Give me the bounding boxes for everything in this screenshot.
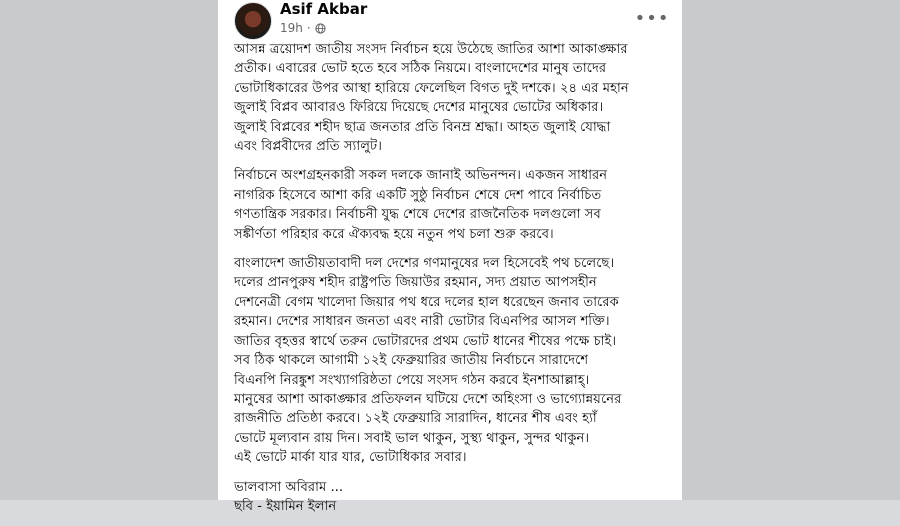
post-text-line: দেশনেত্রী বেগম খালেদা জিয়ার পথ ধরে দলের হাল ধরেছেন জনাব তারেক	[234, 294, 619, 310]
post-text-line: সব ঠিক থাকলে আগামী ১২ই ফেব্রুয়ারির জাতীয় নির্বাচনে সারাদেশে	[234, 353, 589, 369]
post-text-line: ছবি - ইয়ামিন ইলান	[234, 498, 337, 514]
post-text-line: রহমান। দেশের সাধারন জনতা এবং নারী ভোটার বিএনপির আসল শক্তি।	[234, 314, 610, 330]
post-text-line: জুলাই বিপ্লব আবারও ফিরিয়ে দিয়েছে দেশের মানুষের ভোটের অধিকার।	[234, 100, 604, 116]
ellipsis-icon[interactable]: •••	[634, 7, 670, 29]
post-text-line: নির্বাচনে অংশগ্রহনকারী সকল দলকে জানাই অভিনন্দন। একজন সাধারন	[234, 168, 608, 184]
post-text-line: বিএনপি নিরঙ্কুশ সংখ্যাগরিষ্ঠতা পেয়ে সংসদ গঠন করবে ইনশাআল্লাহ্।	[234, 372, 590, 388]
post-text-line: জুলাই বিপ্লবের শহীদ ছাত্র জনতার প্রতি বিনম্র শ্রদ্ধা। আহত জুলাই যোদ্ধা	[234, 119, 611, 135]
post-paragraph	[234, 40, 674, 156]
post-text-line: নাগরিক হিসেবে আশা করি একটি সুষ্ঠু নির্বাচন শেষে দেশ পাবে নির্বাচিত	[234, 187, 602, 203]
post-text-line: বাংলাদেশ জাতীয়তাবাদী দল দেশের গণমানুষের দল হিসেবেই পথ চলেছে।	[234, 256, 615, 272]
post-text-line: মানুষের আশা আকাঙ্ক্ষার প্রতিফলন ঘটিয়ে দেশে অহিংসা ও ভাগ্যোন্নয়নের	[234, 391, 622, 407]
author-avatar[interactable]	[234, 2, 272, 40]
post-text-line: সঙ্কীর্ণতা পরিহার করে ঐক্যবদ্ধ হয়ে নতুন পথ চলা শুরু করবে।	[234, 226, 554, 242]
author-name[interactable]: Asif Akbar	[280, 0, 368, 18]
globe-icon[interactable]	[315, 23, 326, 34]
post-card	[217, 0, 683, 514]
post-body	[234, 40, 674, 526]
post-text-line: জাতির বৃহত্তর স্বার্থে তরুন ভোটারদের প্রথম ভোট ধানের শীষের পক্ষে চাই।	[234, 333, 617, 349]
post-text-line: এবং বিপ্লবীদের প্রতি স্যালুট।	[234, 139, 382, 155]
post-text-line: গণতান্ত্রিক সরকার। নির্বাচনী যুদ্ধ শেষে দেশের রাজনৈতিক দলগুলো সব	[234, 207, 601, 223]
post-paragraph	[234, 166, 674, 244]
post-text-line: এই ভোটে মার্কা যার যার, ভোটাধিকার সবার।	[234, 450, 467, 466]
post-time[interactable]: 19h	[280, 21, 303, 35]
post-text-line: ভালবাসা অবিরাম ...	[234, 479, 344, 495]
post-header	[218, 0, 682, 44]
right-backdrop	[683, 0, 900, 500]
post-text-line: আসন্ন ত্রয়োদশ জাতীয় সংসদ নির্বাচন হয়ে উঠেছে জাতির আশা আকাঙ্ক্ষার	[234, 42, 628, 57]
post-text-line: ভোটে মূল্যবান রায় দিন। সবাই ভাল থাকুন, সুস্থ্য থাকুন, সুন্দর থাকুন।	[234, 430, 590, 446]
post-text-line: দলের প্রানপুরুষ শহীদ রাষ্ট্রপতি জিয়াউর রহমান, সদ্য প্রয়াত আপসহীন	[234, 275, 597, 291]
post-text-line: রাজনীতি প্রতিষ্ঠা করবে। ১২ই ফেব্রুয়ারি সারাদিন, ধানের শীষ এবং হ্যাঁ	[234, 411, 597, 427]
post-paragraph	[234, 254, 674, 467]
post-text-line: প্রতীক। এবারের ভোট হতে হবে সঠিক নিয়মে। বাংলাদেশের মানুষ তাদের	[234, 61, 607, 77]
post-meta: 19h ·	[280, 21, 326, 35]
post-paragraph	[234, 478, 674, 517]
left-backdrop	[0, 0, 217, 500]
post-text-line: ভোটাধিকারের উপর আস্থা হারিয়ে ফেলেছিল বিগত দুই দশকে। ২৪ এর মহান	[234, 80, 629, 96]
